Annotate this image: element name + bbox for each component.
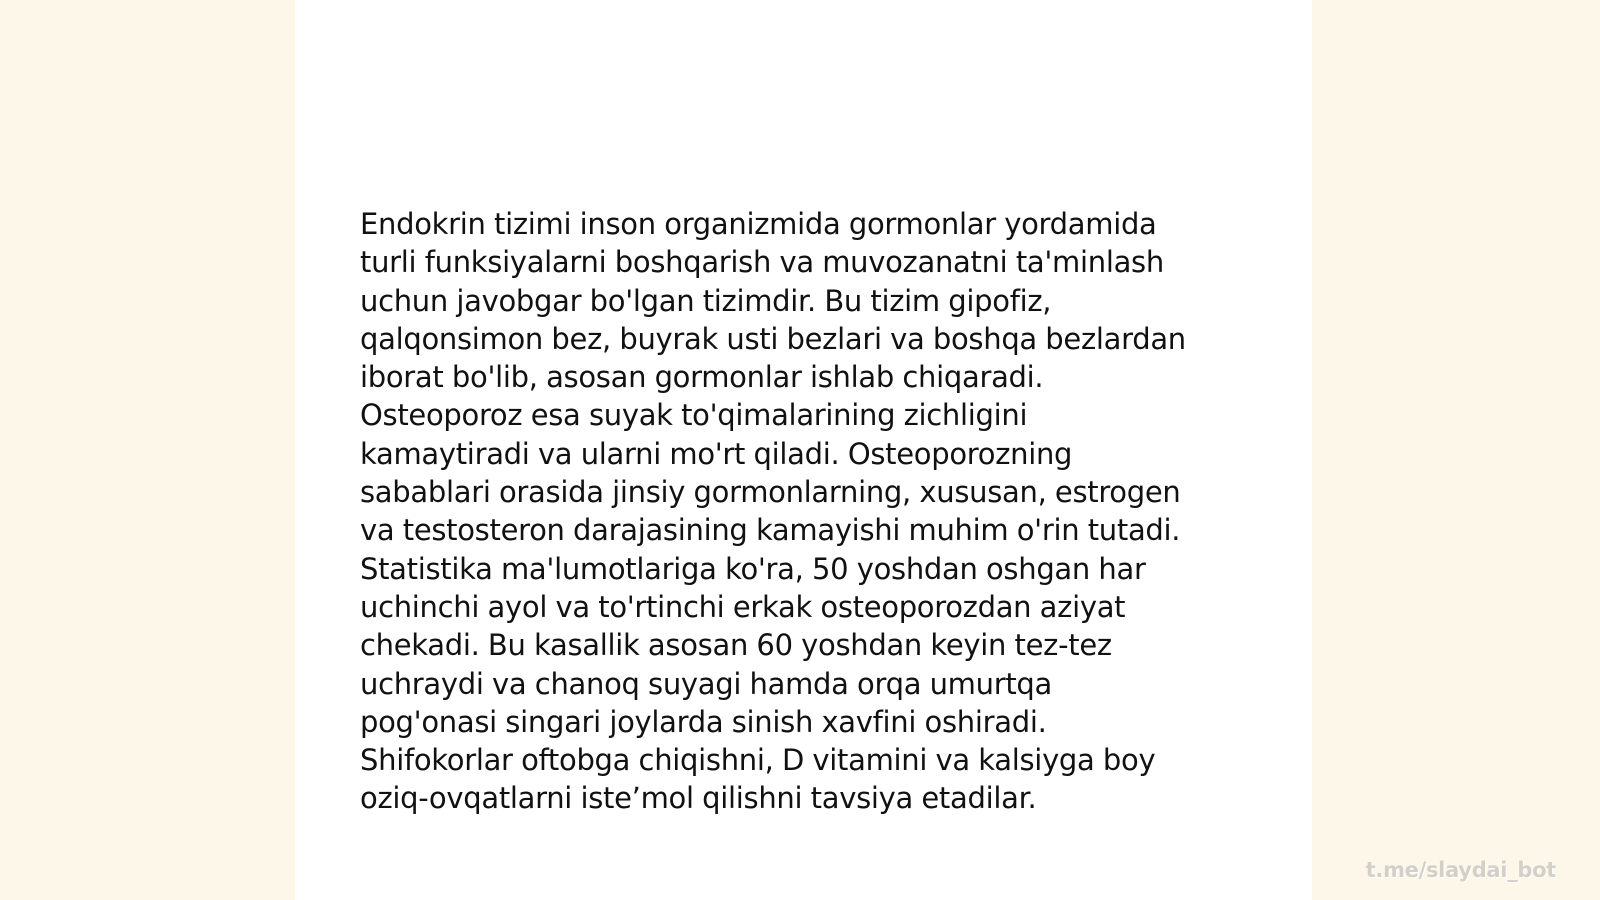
body-line: oziq-ovqatlarni iste’mol qilishni tavsiya etadilar. bbox=[360, 781, 1037, 816]
body-line: Shifokorlar oftobga chiqishni, D vitamini va kalsiyga boy bbox=[360, 743, 1156, 778]
body-line: uchun javobgar bo'lgan tizimdir. Bu tizim gipofiz, bbox=[360, 283, 1052, 318]
body-line: Osteoporoz esa suyak to'qimalarining zichligini bbox=[360, 398, 1028, 433]
body-line: Endokrin tizimi inson organizmida gormonlar yordamida bbox=[360, 207, 1157, 241]
watermark-link: t.me/slaydai_bot bbox=[1365, 858, 1556, 882]
body-line: uchinchi ayol va to'rtinchi erkak osteoporozdan aziyat bbox=[360, 589, 1126, 624]
body-line: kamaytiradi va ularni mo'rt qiladi. Osteoporozning bbox=[360, 436, 1073, 471]
body-line: chekadi. Bu kasallik asosan 60 yoshdan keyin tez-tez bbox=[360, 628, 1112, 663]
body-line: turli funksiyalarni boshqarish va muvozanatni ta'minlash bbox=[360, 245, 1164, 280]
body-line: va testosteron darajasining kamayishi muhim o'rin tutadi. bbox=[360, 513, 1181, 548]
body-line: qalqonsimon bez, buyrak usti bezlari va boshqa bezlardan bbox=[360, 321, 1186, 356]
body-line: sabablari orasida jinsiy gormonlarning, xususan, estrogen bbox=[360, 475, 1181, 510]
body-line: pog'onasi singari joylarda sinish xavfini oshiradi. bbox=[360, 704, 1047, 739]
body-line: iborat bo'lib, asosan gormonlar ishlab chiqaradi. bbox=[360, 360, 1044, 395]
slide-body-text bbox=[360, 205, 1240, 818]
body-line: Statistika ma'lumotlariga ko'ra, 50 yoshdan oshgan har bbox=[360, 551, 1146, 586]
body-line: uchraydi va chanoq suyagi hamda orqa umurtqa bbox=[360, 666, 1052, 701]
